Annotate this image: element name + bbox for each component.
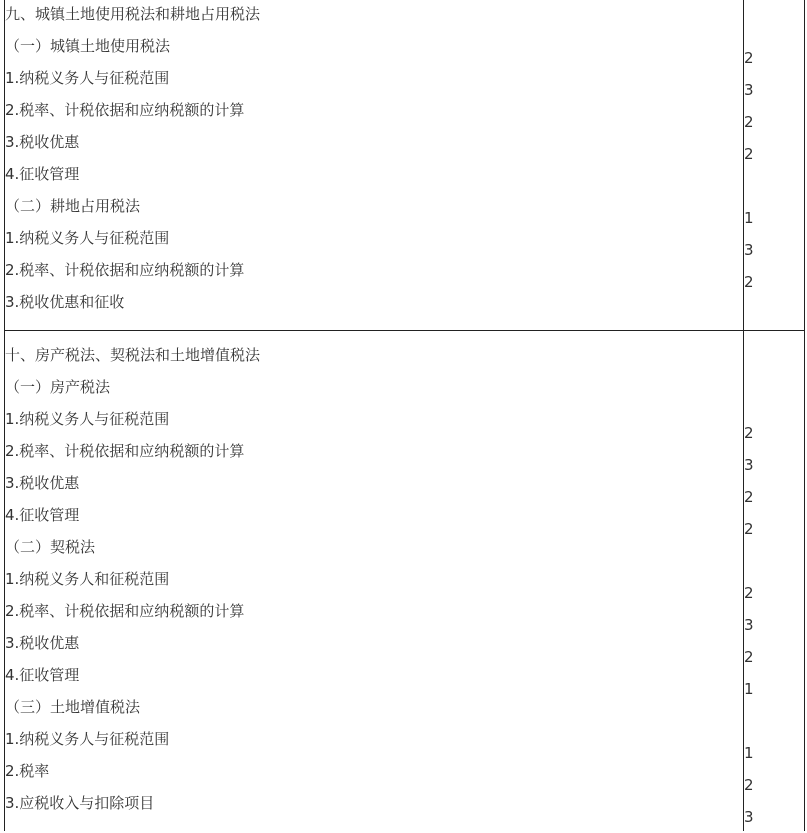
score-value: 1 [744,680,754,698]
topic-item: 1.纳税义务人与征税范围 [5,229,170,247]
topic-item: 2.税率、计税依据和应纳税额的计算 [5,442,245,460]
score-value: 1 [744,209,754,227]
score-value: 2 [744,113,754,131]
topic-item: 3.税收优惠 [5,474,80,492]
topic-item: 3.税收优惠 [5,133,80,151]
score-value: 2 [744,584,754,602]
score-value: 2 [744,648,754,666]
topic-item: 4.征收管理 [5,666,80,684]
topic-item: 1.纳税义务人和征税范围 [5,570,170,588]
score-value: 3 [744,456,754,474]
topic-item: 4.征收管理 [5,506,80,524]
subsection-heading: （二）契税法 [5,538,96,556]
section-row-10 [5,331,804,831]
score-value: 3 [744,81,754,99]
subsection-heading: （一）城镇土地使用税法 [5,37,171,55]
topic-item: 4.征收管理 [5,165,80,183]
topic-item: 1.纳税义务人与征税范围 [5,730,170,748]
section-row-9 [5,0,804,331]
subsection-heading: （三）土地增值税法 [5,698,141,716]
score-column [744,0,804,330]
topic-item: 2.税率、计税依据和应纳税额的计算 [5,261,245,279]
score-column [744,331,804,831]
topic-item: 3.税收优惠和征收 [5,293,125,311]
score-value: 3 [744,808,754,826]
section-content [5,331,744,831]
score-value: 3 [744,241,754,259]
topic-item: 3.税收优惠 [5,634,80,652]
section-heading: 十、房产税法、契税法和土地增值税法 [5,346,261,364]
score-value: 2 [744,145,754,163]
score-value: 3 [744,616,754,634]
score-value: 2 [744,488,754,506]
score-value: 2 [744,49,754,67]
topic-item: 2.税率 [5,762,50,780]
syllabus-table [4,0,805,831]
score-value: 2 [744,424,754,442]
subsection-heading: （一）房产税法 [5,378,111,396]
score-value: 2 [744,273,754,291]
section-content [5,0,744,330]
score-value: 2 [744,776,754,794]
section-heading: 九、城镇土地使用税法和耕地占用税法 [5,5,261,23]
topic-item: 2.税率、计税依据和应纳税额的计算 [5,602,245,620]
topic-item: 3.应税收入与扣除项目 [5,794,155,812]
topic-item: 2.税率、计税依据和应纳税额的计算 [5,101,245,119]
subsection-heading: （二）耕地占用税法 [5,197,141,215]
topic-item: 1.纳税义务人与征税范围 [5,410,170,428]
topic-item: 1.纳税义务人与征税范围 [5,69,170,87]
score-value: 1 [744,744,754,762]
score-value: 2 [744,520,754,538]
